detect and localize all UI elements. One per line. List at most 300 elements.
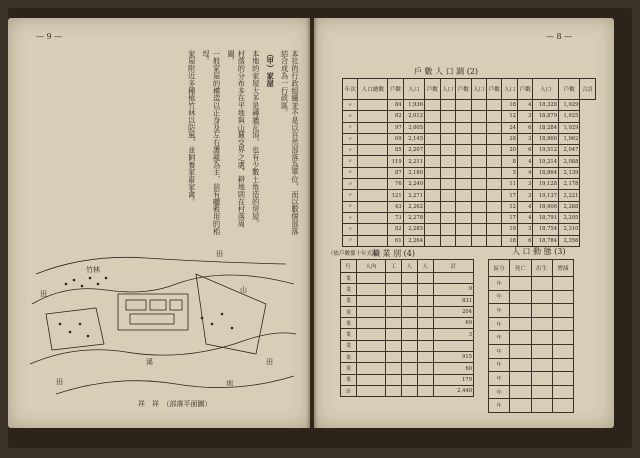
- table-cell: [486, 212, 501, 223]
- table-cell: [531, 331, 552, 345]
- table-cell: [486, 167, 501, 178]
- table-cell: [356, 273, 385, 284]
- table-cell: 5: [502, 167, 517, 178]
- table-cell: [531, 399, 552, 413]
- table-cell: 〃: [343, 224, 358, 235]
- table-cell: 業: [341, 329, 357, 340]
- table-title: 戶 數 人 口 調 (2): [414, 67, 479, 76]
- table-cell: [510, 317, 531, 331]
- table-cell: [356, 306, 385, 317]
- table-cell: [401, 363, 417, 374]
- table-cell: 年: [489, 372, 510, 386]
- table-cell: 2,139: [559, 167, 580, 178]
- table-row: [489, 317, 574, 331]
- table-row: [489, 331, 574, 345]
- table-cell: 3: [517, 133, 532, 144]
- table-cell: [510, 372, 531, 386]
- table-cell: [552, 344, 573, 358]
- table-cell: [471, 100, 486, 111]
- table-cell: 82: [388, 224, 403, 235]
- movement-table: [488, 259, 574, 413]
- table-cell: [486, 190, 501, 201]
- table-cell: [425, 179, 440, 190]
- table-cell: [471, 235, 486, 246]
- table-cell: 2,262: [403, 201, 424, 212]
- table-row: [343, 156, 596, 167]
- table-cell: [471, 201, 486, 212]
- table-cell: [440, 133, 455, 144]
- paragraph: 本社的行政組織並不是以自然部落為單位，而以數個部落結合成為一行政區。: [280, 50, 300, 235]
- table-cell: 19,128: [533, 179, 559, 190]
- table-cell: 年: [489, 317, 510, 331]
- table-cell: 〃: [343, 122, 358, 133]
- table-cell: [386, 363, 402, 374]
- table-cell: 年: [489, 344, 510, 358]
- table-cell: 業: [341, 352, 357, 363]
- paragraph: 本地的家屋大多是磚牆瓦頂，也有少數土角造的房屋。: [251, 50, 261, 228]
- table-cell: 3: [517, 111, 532, 122]
- column-header: 人口: [471, 79, 486, 100]
- table-cell: 〃: [343, 100, 358, 111]
- table-cell: [425, 224, 440, 235]
- table-cell: [440, 145, 455, 156]
- table-cell: 2,012: [403, 111, 424, 122]
- column-header: 人口: [502, 79, 517, 100]
- left-page-number: — 9 —: [36, 32, 63, 41]
- table-cell: [358, 167, 388, 178]
- table-cell: [358, 190, 388, 201]
- table-cell: [401, 306, 417, 317]
- table-cell: 19,137: [533, 190, 559, 201]
- table-cell: [356, 374, 385, 385]
- table-cell: 2,005: [403, 122, 424, 133]
- table-cell: 2,145: [403, 133, 424, 144]
- table-cell: 6: [517, 122, 532, 133]
- paragraph: 家屋附近多種植竹林以防風，並飼養家畜家禽。: [187, 50, 197, 206]
- table-cell: [440, 212, 455, 223]
- table-cell: [510, 331, 531, 345]
- table-cell: 2,440: [433, 385, 473, 396]
- table-cell: [417, 318, 433, 329]
- table-cell: [401, 385, 417, 396]
- table-cell: 2,088: [559, 156, 580, 167]
- table-cell: [401, 284, 417, 295]
- table-cell: [552, 290, 573, 304]
- paragraph: 一般家屋的構造以正身及左右護龍為主，前有曬穀用的稻埕。: [202, 50, 222, 235]
- table-cell: [425, 235, 440, 246]
- table-cell: [401, 295, 417, 306]
- table-cell: 2,271: [403, 190, 424, 201]
- table-cell: [358, 235, 388, 246]
- table-cell: [386, 352, 402, 363]
- table-cell: [425, 167, 440, 178]
- table-cell: [510, 277, 531, 291]
- table-cell: 87: [388, 167, 403, 178]
- table-cell: 69: [388, 133, 403, 144]
- table-cell: [356, 352, 385, 363]
- table-cell: 119: [388, 156, 403, 167]
- table-row: [489, 372, 574, 386]
- table-cell: [417, 363, 433, 374]
- table-cell: 2,211: [403, 156, 424, 167]
- table-row: [489, 344, 574, 358]
- table-cell: [531, 290, 552, 304]
- column-header: 人: [417, 260, 433, 273]
- table-cell: [456, 133, 471, 144]
- table-cell: [386, 284, 402, 295]
- column-header: 死亡: [510, 260, 531, 277]
- table-cell: 19,512: [533, 145, 559, 156]
- table-row: [489, 399, 574, 413]
- map-label: 圳: [226, 380, 233, 388]
- map-label: 溪: [146, 358, 153, 366]
- table-cell: 9: [433, 284, 473, 295]
- map-label: 田: [40, 290, 47, 298]
- table-cell: 69: [433, 318, 473, 329]
- table-cell: 〃: [343, 201, 358, 212]
- table-cell: [456, 224, 471, 235]
- table-cell: [456, 212, 471, 223]
- table-cell: [456, 100, 471, 111]
- table-cell: [456, 122, 471, 133]
- table-cell: 73: [388, 212, 403, 223]
- book-gutter: [306, 18, 318, 428]
- table-cell: 18,754: [533, 224, 559, 235]
- table-cell: [401, 318, 417, 329]
- table-cell: [440, 224, 455, 235]
- table-cell: [486, 179, 501, 190]
- table-cell: [417, 385, 433, 396]
- column-header: 出生: [531, 260, 552, 277]
- table-cell: [417, 273, 433, 284]
- table-row: [341, 340, 474, 351]
- table-row: [343, 224, 596, 235]
- table-cell: [456, 179, 471, 190]
- column-header: 工: [386, 260, 402, 273]
- table-cell: [401, 374, 417, 385]
- table-cell: 業: [341, 295, 357, 306]
- column-header: 戶數: [486, 79, 501, 100]
- table-cell: [531, 304, 552, 318]
- table-cell: 12: [502, 201, 517, 212]
- table-cell: 1,929: [559, 100, 580, 111]
- table-cell: 17: [502, 190, 517, 201]
- table-cell: 業: [341, 273, 357, 284]
- table-cell: [471, 133, 486, 144]
- table-cell: [356, 363, 385, 374]
- table-cell: [531, 277, 552, 291]
- table-cell: 2,047: [559, 145, 580, 156]
- table-cell: [386, 306, 402, 317]
- table-row: [343, 235, 596, 246]
- table-cell: [440, 235, 455, 246]
- table-cell: [425, 190, 440, 201]
- table-cell: 年: [489, 399, 510, 413]
- table-cell: [401, 329, 417, 340]
- table-cell: [440, 122, 455, 133]
- table-cell: [486, 224, 501, 235]
- table-cell: [358, 122, 388, 133]
- table-cell: 18,328: [533, 100, 559, 111]
- table-cell: [456, 201, 471, 212]
- table-cell: [471, 190, 486, 201]
- table-cell: 〃: [343, 235, 358, 246]
- occupation-table: [340, 259, 474, 397]
- column-header: 戶數: [388, 79, 403, 100]
- table-cell: 業: [341, 363, 357, 374]
- map-label: 田: [216, 250, 223, 258]
- table-cell: 18,866: [533, 133, 559, 144]
- table-cell: 4: [517, 201, 532, 212]
- table-cell: 2,207: [403, 145, 424, 156]
- table-cell: 18,791: [533, 212, 559, 223]
- table-cell: 2,288: [559, 201, 580, 212]
- table-cell: 1,929: [559, 122, 580, 133]
- right-page-number: — 8 —: [546, 32, 573, 41]
- table-row: [341, 295, 474, 306]
- table-row: [343, 100, 596, 111]
- column-header: 行: [341, 260, 357, 273]
- table-cell: 計: [341, 385, 357, 396]
- table-cell: [471, 111, 486, 122]
- column-header: 年次: [343, 79, 358, 100]
- table-row: [489, 358, 574, 372]
- table-row: [343, 111, 596, 122]
- table-cell: [440, 111, 455, 122]
- table-cell: [356, 329, 385, 340]
- table-cell: 業: [341, 318, 357, 329]
- population-table: [342, 78, 596, 247]
- table-row: [341, 374, 474, 385]
- table-cell: [386, 340, 402, 351]
- table-cell: [456, 156, 471, 167]
- column-header: 人內: [356, 260, 385, 273]
- table-cell: [486, 122, 501, 133]
- table-cell: [510, 344, 531, 358]
- table-cell: 2,310: [559, 224, 580, 235]
- table-cell: [552, 358, 573, 372]
- table-cell: [552, 385, 573, 399]
- table-cell: [386, 273, 402, 284]
- table-cell: 18,879: [533, 111, 559, 122]
- table-cell: [417, 340, 433, 351]
- table-cell: 4: [517, 100, 532, 111]
- table-cell: [486, 145, 501, 156]
- table-cell: [456, 145, 471, 156]
- table-cell: 6: [517, 235, 532, 246]
- table-title: 職 業 別 (4): [372, 249, 415, 258]
- table-cell: 業: [341, 306, 357, 317]
- table-cell: 3: [517, 224, 532, 235]
- table-cell: 84: [388, 100, 403, 111]
- table-cell: 915: [433, 352, 473, 363]
- table-cell: 43: [388, 201, 403, 212]
- table-note: （依戶數係十年式末）: [328, 251, 384, 257]
- table-row: [343, 190, 596, 201]
- table-cell: [358, 224, 388, 235]
- table-cell: [456, 190, 471, 201]
- table-cell: 2,178: [559, 179, 580, 190]
- table-cell: 20: [502, 145, 517, 156]
- table-cell: [356, 385, 385, 396]
- table-cell: [425, 100, 440, 111]
- table-cell: 1,925: [559, 111, 580, 122]
- table-cell: 76: [388, 179, 403, 190]
- table-cell: [471, 179, 486, 190]
- table-cell: 11: [502, 179, 517, 190]
- table-row: [341, 273, 474, 284]
- table-cell: [531, 372, 552, 386]
- column-header: 區分: [489, 260, 510, 277]
- table-cell: [456, 167, 471, 178]
- table-cell: 2,240: [403, 179, 424, 190]
- table-cell: 2,295: [559, 212, 580, 223]
- left-body-text: [34, 50, 300, 236]
- column-header: 戶數: [456, 79, 471, 100]
- table-row: [343, 212, 596, 223]
- table-cell: [358, 111, 388, 122]
- map-label: 竹林: [86, 266, 100, 274]
- table-cell: [471, 122, 486, 133]
- table-cell: 2,278: [403, 212, 424, 223]
- table-cell: [440, 100, 455, 111]
- table-cell: [486, 133, 501, 144]
- table-cell: [531, 385, 552, 399]
- table-cell: 2,356: [559, 235, 580, 246]
- table-cell: 19,214: [533, 156, 559, 167]
- table-cell: 〃: [343, 190, 358, 201]
- table-cell: 4: [517, 156, 532, 167]
- table-cell: [401, 352, 417, 363]
- table-row: [343, 133, 596, 144]
- table-cell: [433, 273, 473, 284]
- table-row: [341, 318, 474, 329]
- column-header: 人口總數: [358, 79, 388, 100]
- table-cell: [510, 290, 531, 304]
- table-cell: 82: [388, 111, 403, 122]
- table-row: [489, 385, 574, 399]
- table-cell: 年: [489, 331, 510, 345]
- table-cell: 18,784: [533, 235, 559, 246]
- table-cell: 18,284: [533, 122, 559, 133]
- table-cell: [471, 156, 486, 167]
- table-cell: [386, 385, 402, 396]
- column-header: 人口: [440, 79, 455, 100]
- table-cell: 12: [502, 111, 517, 122]
- column-header: 人口: [403, 79, 424, 100]
- table-cell: [358, 212, 388, 223]
- table-cell: 2,285: [403, 224, 424, 235]
- table-cell: [531, 358, 552, 372]
- column-header: 人口: [533, 79, 559, 100]
- table-cell: [356, 295, 385, 306]
- table-row: [343, 201, 596, 212]
- table-cell: [440, 179, 455, 190]
- table-cell: [433, 340, 473, 351]
- table-cell: [386, 374, 402, 385]
- table-cell: [440, 167, 455, 178]
- table-cell: 3: [433, 329, 473, 340]
- table-cell: 年: [489, 385, 510, 399]
- table-cell: [440, 201, 455, 212]
- table-cell: [358, 156, 388, 167]
- table-cell: [471, 224, 486, 235]
- table-cell: [425, 156, 440, 167]
- table-row: [341, 385, 474, 396]
- table-cell: [456, 235, 471, 246]
- table-cell: [356, 318, 385, 329]
- column-header: 計: [433, 260, 473, 273]
- map-label: 田: [56, 378, 63, 386]
- table-cell: 8: [502, 156, 517, 167]
- table-cell: [471, 167, 486, 178]
- table-cell: [486, 156, 501, 167]
- table-cell: 61: [388, 235, 403, 246]
- table-row: [341, 284, 474, 295]
- table-cell: 28: [502, 133, 517, 144]
- table-row: [341, 352, 474, 363]
- table-cell: [417, 284, 433, 295]
- table-row: [489, 277, 574, 291]
- paragraph: 村落的分布多在平地與山麓交界之處，耕地則在村落周圍。: [226, 50, 247, 228]
- table-cell: [552, 304, 573, 318]
- table-row: [489, 304, 574, 318]
- table-cell: 19: [502, 224, 517, 235]
- table-cell: 年: [489, 304, 510, 318]
- column-header: 戶數: [517, 79, 532, 100]
- table-cell: 85: [388, 145, 403, 156]
- table-cell: 〃: [343, 133, 358, 144]
- table-row: [489, 290, 574, 304]
- table-cell: 60: [433, 363, 473, 374]
- table-cell: [471, 145, 486, 156]
- table-cell: [510, 358, 531, 372]
- column-header: 合計: [580, 79, 596, 100]
- table-cell: 97: [388, 122, 403, 133]
- table-cell: [358, 100, 388, 111]
- table-cell: [401, 340, 417, 351]
- table-cell: [510, 399, 531, 413]
- village-map: [26, 244, 298, 418]
- table-cell: 6: [517, 145, 532, 156]
- table-cell: 業: [341, 284, 357, 295]
- table-row: [343, 122, 596, 133]
- table-cell: 2,221: [559, 190, 580, 201]
- table-cell: [356, 284, 385, 295]
- table-cell: [401, 273, 417, 284]
- table-row: [341, 306, 474, 317]
- column-header: 增減: [552, 260, 573, 277]
- table-cell: 2,180: [403, 167, 424, 178]
- table-cell: [425, 201, 440, 212]
- table-cell: 〃: [343, 179, 358, 190]
- table-cell: [417, 329, 433, 340]
- table-cell: 18: [502, 235, 517, 246]
- table-cell: [386, 329, 402, 340]
- table-cell: [417, 295, 433, 306]
- table-cell: [510, 304, 531, 318]
- table-cell: [510, 385, 531, 399]
- table-title: 人 口 動 態 (3): [512, 247, 566, 256]
- map-label: 田: [266, 358, 273, 366]
- table-row: [341, 329, 474, 340]
- table-cell: [417, 352, 433, 363]
- table-cell: 1,936: [403, 100, 424, 111]
- table-cell: 121: [388, 190, 403, 201]
- table-cell: [552, 372, 573, 386]
- table-cell: [552, 331, 573, 345]
- section-heading: （甲）家屋: [266, 50, 276, 87]
